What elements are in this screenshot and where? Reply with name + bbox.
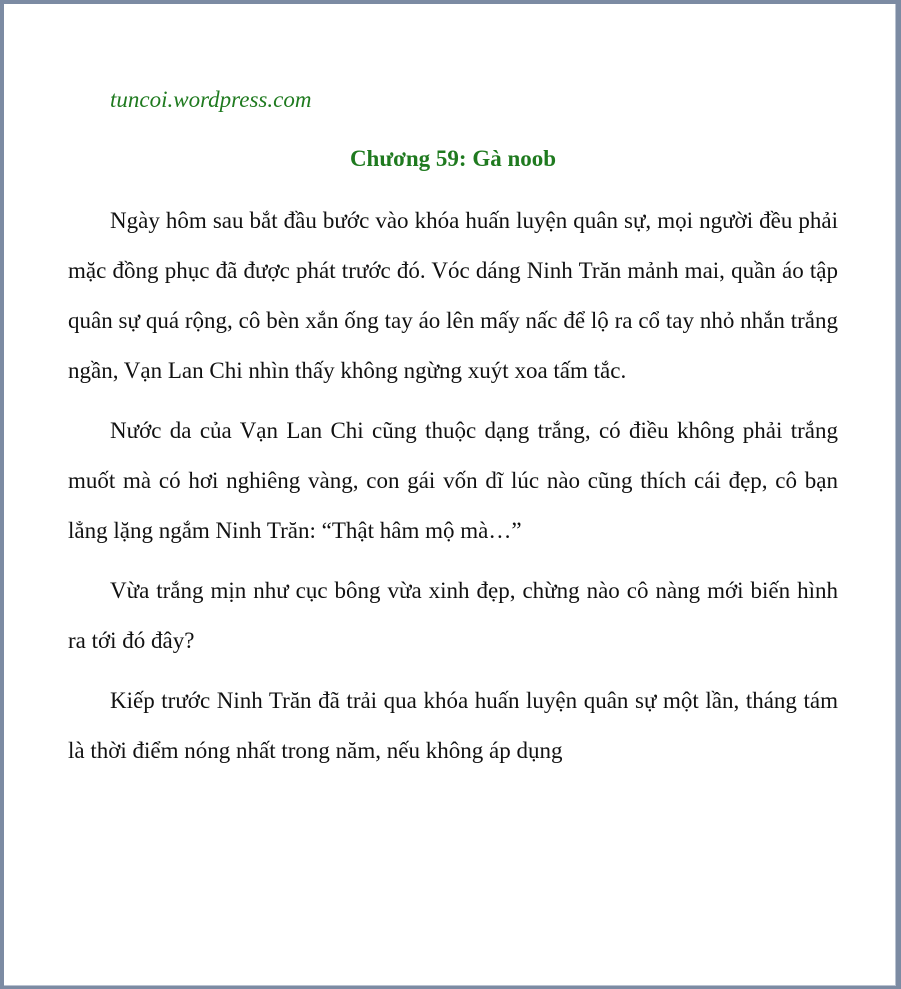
paragraph: Kiếp trước Ninh Trăn đã trải qua khóa huấn luyện quân sự một lần, tháng tám là thời điểm nóng nhất trong năm, nếu không áp dụng — [68, 688, 838, 763]
document-page — [4, 4, 896, 986]
paragraph: Nước da của Vạn Lan Chi cũng thuộc dạng trắng, có điều không phải trắng muốt mà có hơi nghiêng vàng, con gái vốn dĩ lúc nào cũng thích cái đẹp, cô bạn lẳng lặng ngắm Ninh Trăn: “Thật hâm mộ mà…” — [68, 418, 838, 543]
chapter-title: Chương 59: Gà noob — [349, 146, 557, 171]
chapter-body — [68, 196, 838, 776]
paragraph: Vừa trắng mịn như cục bông vừa xinh đẹp, chừng nào cô nàng mới biến hình ra tới đó đây? — [68, 578, 838, 653]
paragraph: Ngày hôm sau bắt đầu bước vào khóa huấn luyện quân sự, mọi người đều phải mặc đồng phục đã được phát trước đó. Vóc dáng Ninh Trăn mảnh mai, quần áo tập quân sự quá rộng, cô bèn xắn ống tay áo lên mấy nấc để lộ ra cổ tay nhỏ nhắn trắng ngần, Vạn Lan Chi nhìn thấy không ngừng xuýt xoa tấm tắc. — [68, 208, 838, 383]
site-url: tuncoi.wordpress.com — [110, 87, 312, 112]
